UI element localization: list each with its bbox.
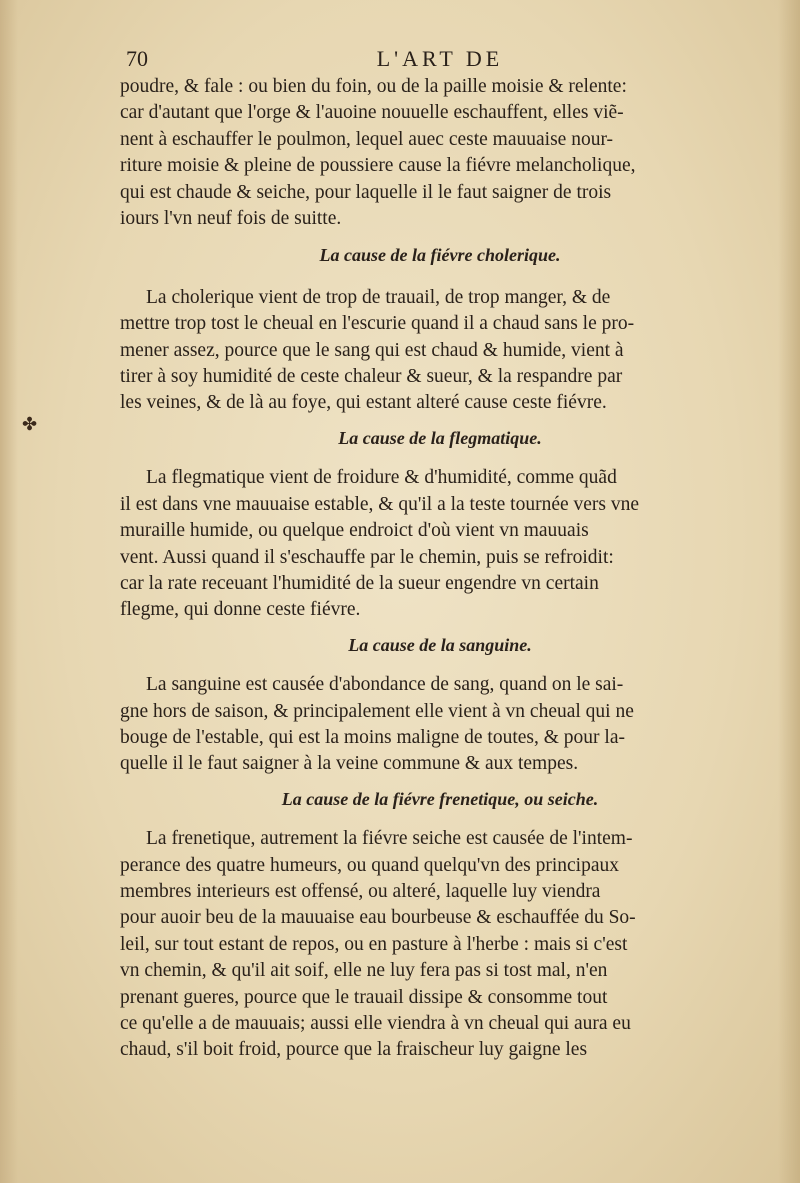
text-line: mettre trop tost le cheual en l'escurie quand il a chaud sans le pro- bbox=[120, 313, 635, 335]
section-heading: La cause de la flegmatique. bbox=[338, 427, 542, 448]
text-line: La frenetique, autrement la fiévre seiche est causée de l'intem- bbox=[146, 828, 633, 850]
text-line: qui est chaude & seiche, pour laquelle il le faut saigner de trois bbox=[120, 181, 612, 203]
page-header bbox=[120, 44, 760, 76]
text-line: pour auoir beu de la mauuaise eau bourbeuse & eschauffée du So- bbox=[120, 907, 636, 929]
text-line: La flegmatique vient de froidure & d'humidité, comme quãd bbox=[146, 467, 617, 489]
text-line: perance des quatre humeurs, ou quand quelqu'vn des principaux bbox=[120, 854, 619, 876]
text-line: nent à eschauffer le poulmon, lequel auec ceste mauuaise nour- bbox=[120, 128, 614, 150]
text-line: gne hors de saison, & principalement elle vient à vn cheual qui ne bbox=[120, 700, 634, 722]
section-heading: La cause de la fiévre frenetique, ou seiche. bbox=[281, 788, 599, 809]
text-line: bouge de l'estable, qui est la moins maligne de toutes, & pour la- bbox=[120, 726, 625, 748]
text-line: iours l'vn neuf fois de suitte. bbox=[120, 208, 342, 230]
paragraph-melancholique bbox=[120, 74, 760, 232]
text-line: flegme, qui donne ceste fiévre. bbox=[120, 599, 361, 621]
page-left-edge-shadow bbox=[0, 0, 18, 1183]
text-line: riture moisie & pleine de poussiere cause la fiévre melancholique, bbox=[120, 155, 636, 177]
running-title: L'ART DE bbox=[376, 46, 504, 71]
text-line: poudre, & fale : ou bien du foin, ou de la paille moisie & relente: bbox=[120, 76, 627, 97]
text-line: car d'autant que l'orge & l'auoine nouuelle eschauffent, elles viẽ- bbox=[120, 102, 624, 124]
body-text bbox=[120, 74, 760, 1064]
text-line: La sanguine est causée d'abondance de sang, quand on le sai- bbox=[146, 674, 624, 696]
text-line: quelle il le faut saigner à la veine commune & aux tempes. bbox=[120, 753, 579, 775]
section-heading: La cause de la sanguine. bbox=[348, 634, 532, 655]
text-line: les veines, & de là au foye, qui estant alteré cause ceste fiévre. bbox=[120, 392, 607, 414]
section-heading: La cause de la fiévre cholerique. bbox=[319, 245, 561, 266]
text-line: il est dans vne mauuaise estable, & qu'il a la teste tournée vers vne bbox=[120, 493, 640, 515]
paragraph-sanguine bbox=[120, 672, 760, 778]
paragraph-flegmatique bbox=[120, 465, 760, 623]
page-number: 70 bbox=[126, 46, 148, 71]
page-right-edge-shadow bbox=[778, 0, 800, 1183]
text-line: prenant gueres, pource que le trauail dissipe & consomme tout bbox=[120, 986, 608, 1008]
text-line: chaud, s'il boit froid, pource que la fraischeur luy gaigne les bbox=[120, 1039, 588, 1061]
text-line: ce qu'elle a de mauuais; aussi elle viendra à vn cheual qui aura eu bbox=[120, 1013, 631, 1034]
paragraph-frenetique bbox=[120, 826, 760, 1064]
text-line: tirer à soy humidité de ceste chaleur & sueur, & la respandre par bbox=[120, 366, 623, 388]
text-line: vn chemin, & qu'il ait soif, elle ne luy fera pas si tost mal, n'en bbox=[120, 960, 608, 982]
paragraph-cholerique bbox=[120, 285, 760, 417]
text-line: leil, sur tout estant de repos, ou en pasture à l'herbe : mais si c'est bbox=[120, 933, 628, 955]
text-line: car la rate receuant l'humidité de la sueur engendre vn certain bbox=[120, 572, 599, 594]
text-line: mener assez, pource que le sang qui est chaud & humide, vient à bbox=[120, 339, 624, 361]
text-line: La cholerique vient de trop de trauail, de trop manger, & de bbox=[146, 286, 611, 308]
margin-ink-mark: ✤ bbox=[22, 414, 38, 435]
text-line: muraille humide, ou quelque endroict d'où vient vn mauuais bbox=[120, 520, 589, 542]
text-line: membres interieurs est offensé, ou alteré, laquelle luy viendra bbox=[120, 880, 601, 902]
text-line: vent. Aussi quand il s'eschauffe par le chemin, puis se refroidit: bbox=[120, 546, 614, 568]
